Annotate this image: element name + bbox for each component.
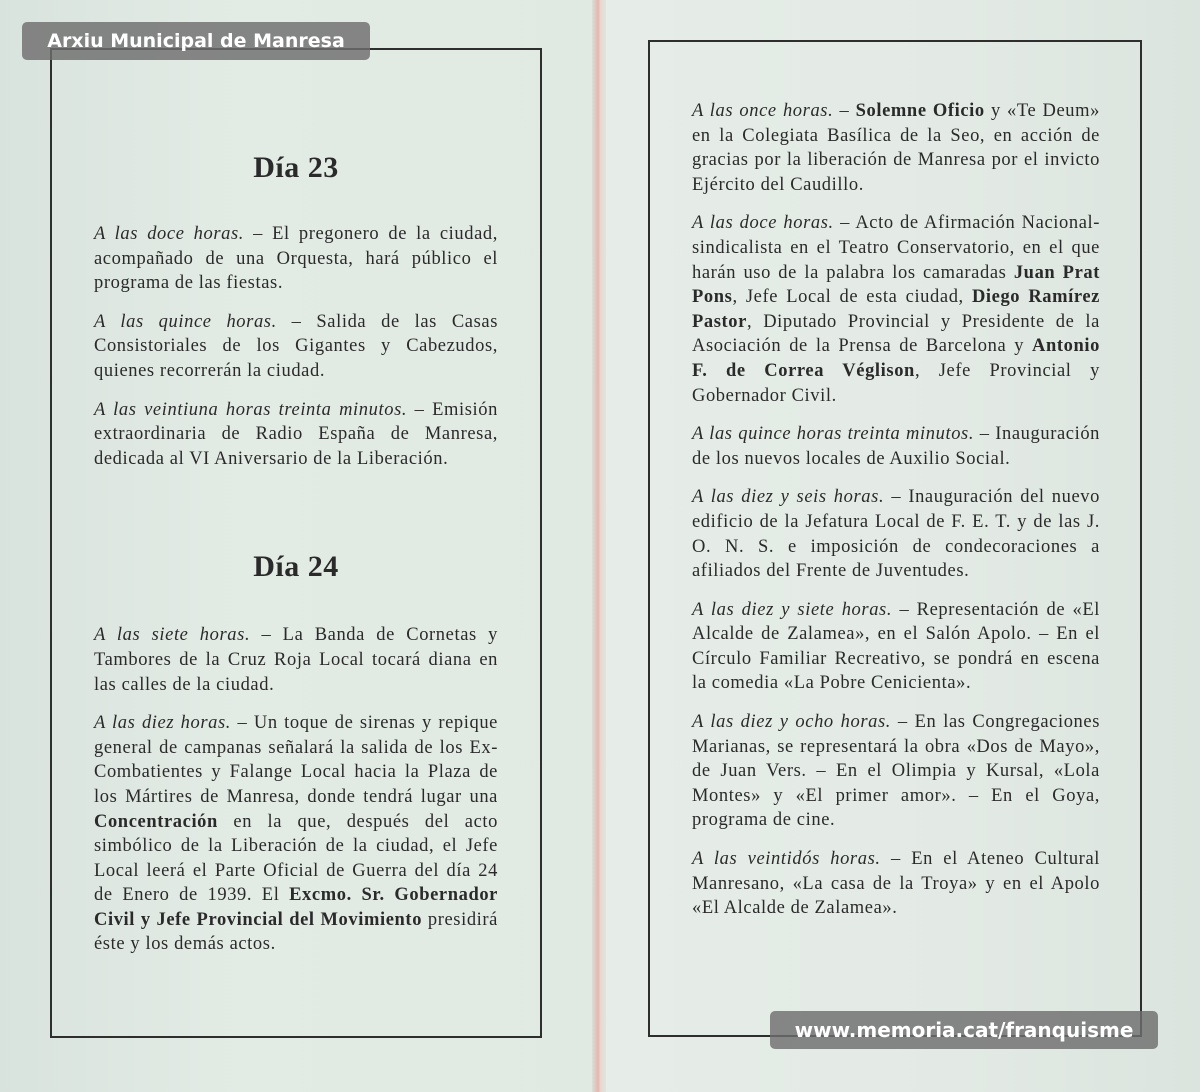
event-text: presidirá éste y los demás actos. — [94, 909, 498, 955]
event-separator: – — [891, 712, 915, 733]
event-time: A las quince horas. — [94, 311, 277, 332]
day-23-heading: Día 23 — [253, 151, 339, 184]
left-page-content — [94, 150, 498, 971]
page-fold — [592, 0, 606, 1092]
event-time: A las doce horas. — [94, 224, 245, 244]
event-time: A las once horas. — [692, 101, 834, 121]
event-time: A las doce horas. — [692, 213, 834, 234]
event-time: A las diez horas. — [94, 713, 232, 734]
event-text: En el Ateneo Cultural Manresano, «La casa de la Troya» y en el Apolo «El Alcalde de Zalamea». — [692, 849, 1100, 919]
day24-event-seven — [94, 623, 498, 697]
day-24-heading: Día 24 — [253, 550, 339, 584]
event-time: A las diez y ocho horas. — [692, 712, 892, 733]
day23-event-twentyone — [94, 398, 498, 472]
event-text: , Diputado Provincial y Presidente de la Asociación de la Prensa de Barcelona y — [692, 311, 1100, 357]
event-text: Emisión extraordinaria de Radio España de Manresa, dedicada al VI Aniversario de la Liberación. — [94, 399, 498, 469]
event-text: , Jefe Local de esta ciudad, — [732, 287, 972, 308]
event-twentytwo — [692, 847, 1100, 921]
event-eleven — [692, 99, 1100, 197]
event-text: Inauguración del nuevo edificio de la Jefatura Local de F. E. T. y de las J. O. N. S. e imposición de condecoraciones a afiliados del Frente de Juventudes. — [692, 487, 1100, 582]
event-bold-text: Concentración — [94, 811, 218, 832]
event-bold-text: Juan Prat Pons — [692, 262, 1100, 308]
event-text: Un toque de sirenas y repique general de campanas señalará la salida de los Ex-Combatientes y Falange Local hacia la Plaza de los Mártires de Manresa, donde tendrá lugar una — [94, 713, 498, 807]
event-separator: – — [244, 224, 273, 244]
event-time: A las diez y siete horas. — [692, 599, 893, 620]
event-separator: – — [276, 311, 317, 332]
event-time: A las veintidós horas. — [692, 849, 881, 870]
day23-event-noon — [94, 222, 498, 296]
event-separator: – — [407, 399, 433, 420]
event-bold-text: Excmo. Sr. Gobernador Civil y Jefe Provincial del Movimiento — [94, 885, 498, 930]
archive-watermark: Arxiu Municipal de Manresa — [22, 22, 370, 60]
event-separator: – — [884, 487, 909, 508]
event-time: A las veintiuna horas treinta minutos. — [94, 399, 408, 420]
event-text: y «Te Deum» en la Colegiata Basílica de la Seo, en acción de gracias por la liberación de Manresa por el invicto Ejército del Caudillo. — [692, 101, 1100, 195]
event-separator: – — [833, 213, 856, 234]
event-text: Representación de «El Alcalde de Zalamea», en el Salón Apolo. – En el Círculo Familiar Recreativo, se pondrá en escena la comedia «La Pobre Cenicienta». — [692, 599, 1100, 694]
event-bold-text: Diego Ramírez Pastor — [692, 287, 1100, 332]
event-text: Salida de las Casas Consistoriales de los Gigantes y Cabezudos, quienes recorrerán la ciudad. — [94, 311, 498, 381]
event-text: en la que, después del acto simbólico de la Liberación de la ciudad, el Jefe Local leerá el Parte Oficial de Guerra del día 24 de Enero de 1939. El — [94, 811, 498, 906]
event-time: A las diez y seis horas. — [692, 487, 885, 508]
day23-event-fifteen — [94, 310, 498, 384]
event-time: A las siete horas. — [94, 625, 251, 646]
event-text: , Jefe Provincial y Gobernador Civil. — [692, 360, 1100, 406]
event-seventeen — [692, 598, 1100, 696]
event-separator: – — [250, 625, 283, 646]
event-bold-text: Antonio F. de Correa Véglison — [692, 336, 1100, 381]
event-text: En las Congregaciones Marianas, se representará la obra «Dos de Mayo», de Juan Vers. – En el Olimpia y Kursal, «Lola Montes» y «El primer amor». – En el Goya, programa de cine. — [692, 712, 1100, 831]
event-time: A las quince horas treinta minutos. — [692, 424, 975, 445]
event-separator: – — [892, 599, 917, 620]
right-page-content — [692, 99, 1100, 935]
event-separator: – — [833, 101, 856, 121]
event-bold-text: Solemne Oficio — [855, 101, 985, 121]
event-separator: – — [974, 424, 996, 445]
event-twelve — [692, 211, 1100, 408]
event-separator: – — [880, 849, 912, 870]
event-text: El pregonero de la ciudad, acompañado de una Orquesta, hará público el programa de las fiestas. — [94, 224, 498, 294]
event-fifteen-thirty — [692, 422, 1100, 471]
event-text: Acto de Afirmación Nacional-sindicalista en el Teatro Conservatorio, en el que harán uso de la palabra los camaradas — [692, 213, 1101, 283]
event-text: La Banda de Cornetas y Tambores de la Cruz Roja Local tocará diana en las calles de la ciudad. — [94, 625, 498, 695]
event-text: Inauguración de los nuevos locales de Auxilio Social. — [692, 424, 1101, 469]
day24-event-ten — [94, 711, 498, 957]
event-sixteen — [692, 485, 1100, 583]
event-eighteen — [692, 710, 1100, 833]
site-watermark: www.memoria.cat/franquisme — [770, 1011, 1158, 1049]
event-separator: – — [231, 713, 254, 734]
